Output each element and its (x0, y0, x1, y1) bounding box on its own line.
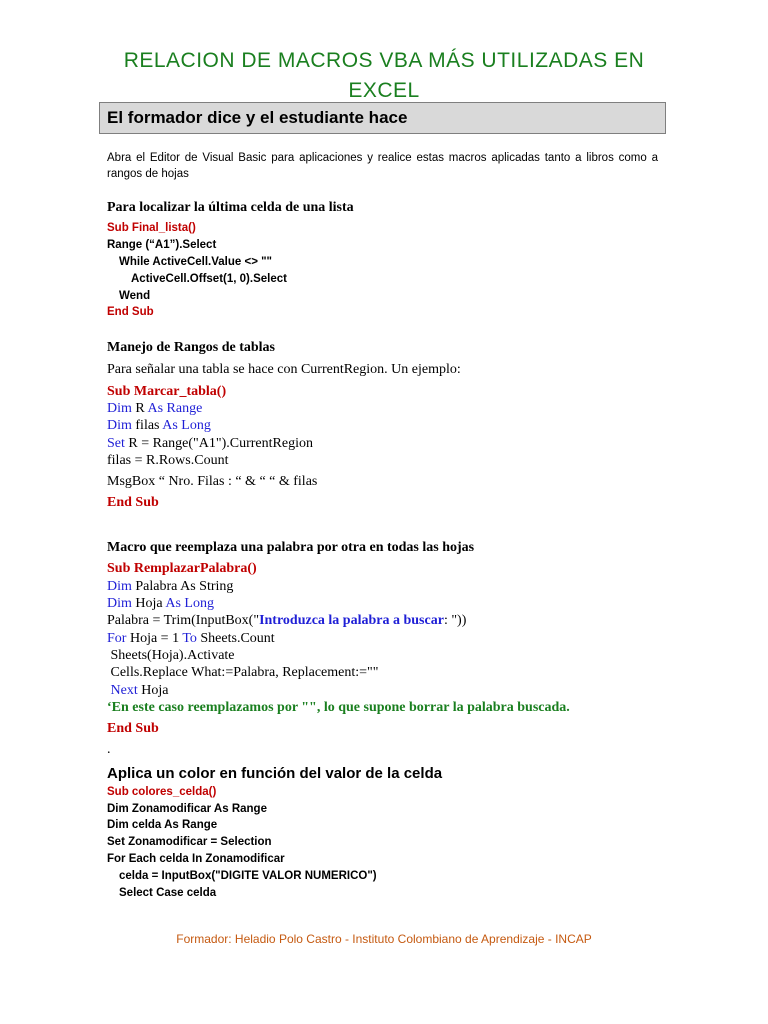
code-line: End Sub (107, 721, 159, 736)
document-title-line-2: EXCEL (348, 79, 420, 102)
code-line (107, 596, 214, 612)
code-text: : ")) (443, 613, 467, 628)
code-text: R (131, 401, 148, 416)
keyword: For (107, 631, 127, 646)
intro-paragraph: Abra el Editor de Visual Basic para aplicaciones y realice estas macros aplicadas tanto a libros como a rangos de hojas (107, 152, 658, 180)
code-line (107, 418, 211, 434)
code-comment: ‘En este caso reemplazamos por "", lo que supone borrar la palabra buscada. (107, 700, 570, 715)
code-text: Hoja (131, 596, 166, 611)
code-line: Select Case celda (119, 887, 217, 899)
page-footer: Formador: Heladio Polo Castro - Instituto Colombiano de Aprendizaje - INCAP (176, 932, 592, 946)
keyword: Dim (107, 418, 132, 433)
section-heading-colors: Aplica un color en función del valor de la celda (107, 765, 443, 782)
section-heading-replace: Macro que reemplaza una palabra por otra en todas las hojas (107, 540, 475, 555)
document-title-line-1: RELACION DE MACROS VBA MÁS UTILIZADAS EN (123, 49, 645, 72)
keyword: Dim (107, 596, 132, 611)
section-banner (99, 102, 666, 134)
code-text: Hoja = 1 (126, 631, 183, 646)
code-text: filas (131, 418, 163, 433)
code-line: Range (“A1”).Select (107, 239, 217, 251)
code-line: Cells.Replace What:=Palabra, Replacement:="" (107, 665, 379, 680)
section-heading-ranges: Manejo de Rangos de tablas (107, 340, 276, 355)
code-line (107, 613, 466, 629)
keyword: Dim (107, 579, 132, 594)
code-line: ActiveCell.Offset(1, 0).Select (131, 273, 287, 285)
code-line: Sub colores_celda() (107, 786, 217, 798)
code-line: End Sub (107, 495, 159, 510)
code-line: filas = R.Rows.Count (107, 453, 229, 468)
code-line: Sub Final_lista() (107, 222, 196, 234)
code-line: While ActiveCell.Value <> "" (119, 256, 273, 268)
code-line: End Sub (107, 306, 154, 318)
banner-text: El formador dice y el estudiante hace (107, 108, 408, 127)
code-line (107, 401, 202, 417)
code-line: Set Zonamodificar = Selection (107, 836, 272, 848)
section-description: Para señalar una tabla se hace con CurrentRegion. Un ejemplo: (107, 362, 461, 377)
code-text: Palabra As String (131, 579, 234, 594)
keyword: As Long (162, 418, 211, 433)
keyword: Next (107, 683, 138, 698)
code-line: Dim Zonamodificar As Range (107, 803, 267, 815)
keyword: Dim (107, 401, 132, 416)
code-text: R = Range("A1").CurrentRegion (124, 436, 313, 451)
keyword: Set (107, 436, 125, 451)
keyword: To (182, 631, 197, 646)
stray-dot: . (107, 742, 111, 757)
string-literal: Introduzca la palabra a buscar (259, 613, 444, 628)
code-line: Sub RemplazarPalabra() (107, 561, 257, 576)
code-text: Hoja (137, 683, 169, 698)
code-line: For Each celda In Zonamodificar (107, 853, 285, 865)
code-line: MsgBox “ Nro. Filas : “ & “ “ & filas (107, 474, 318, 489)
code-line: Wend (119, 290, 151, 302)
code-line (107, 631, 275, 647)
code-line (107, 683, 168, 699)
code-line (107, 436, 313, 452)
code-line: Dim celda As Range (107, 819, 218, 831)
code-text: Sheets.Count (196, 631, 275, 646)
code-line: Sheets(Hoja).Activate (107, 648, 235, 663)
code-line: celda = InputBox("DIGITE VALOR NUMERICO") (119, 870, 377, 882)
code-line (107, 579, 233, 595)
code-text: Palabra = Trim(InputBox(" (107, 613, 260, 628)
keyword: As Range (147, 401, 203, 416)
keyword: As Long (165, 596, 214, 611)
code-line: Sub Marcar_tabla() (107, 384, 227, 399)
section-heading-last-cell: Para localizar la última celda de una lista (107, 200, 354, 215)
